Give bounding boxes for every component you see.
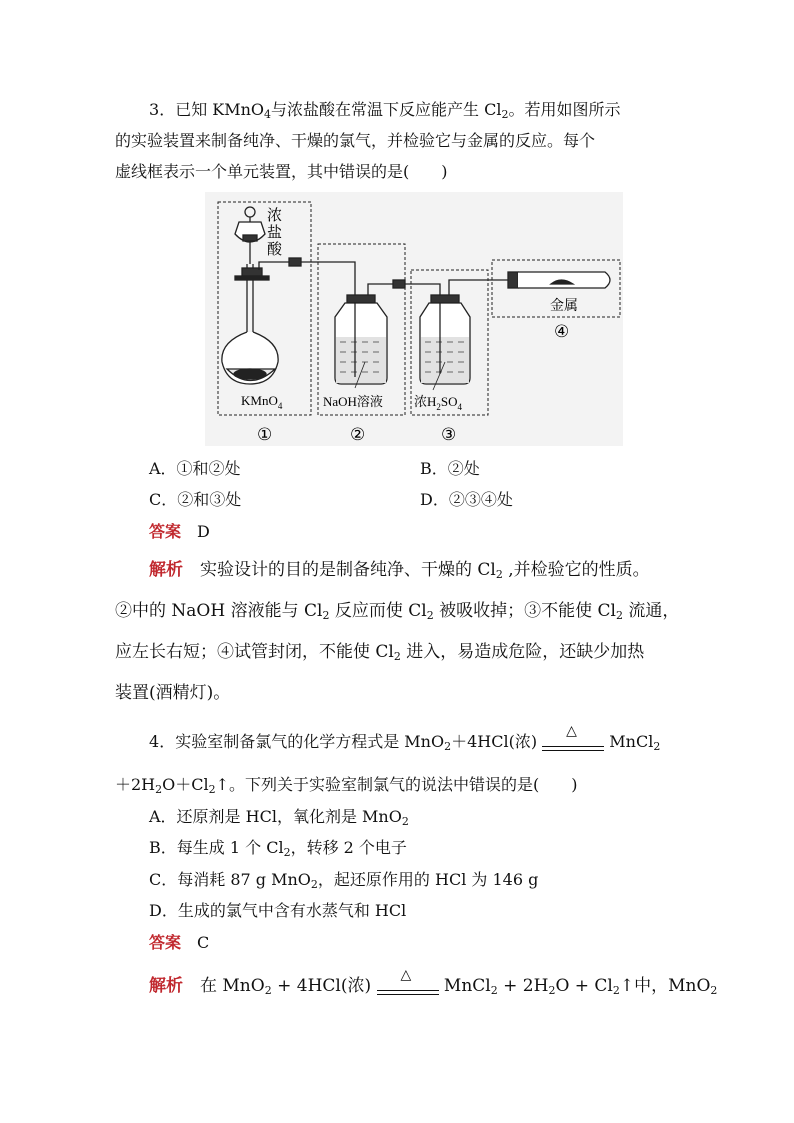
q3-line3: 虚线框表示一个单元装置，其中错误的是( )	[115, 162, 448, 181]
q4-text: ＋2H	[115, 775, 156, 794]
subscript: 2	[615, 609, 623, 622]
h2so4-bottle	[420, 280, 510, 390]
q3-analysis-1	[149, 560, 650, 580]
analysis-text: 进入，易造成危险，还缺少加热	[400, 642, 645, 662]
analysis-text: ,并检验它的性质。	[502, 560, 650, 580]
answer-label: 答案	[149, 522, 182, 541]
subscript: 2	[208, 783, 216, 796]
q3-line1	[149, 100, 621, 120]
subscript: 4	[264, 108, 272, 121]
analysis-text: 应左长右短；④试管封闭，不能使 Cl	[115, 642, 394, 662]
option-text: ，起还原作用的 HCl 为 146 g	[317, 870, 539, 889]
analysis-text: O + Cl	[555, 976, 613, 996]
q4-text: ↑。下列关于实验室制氯气的说法中错误的是( )	[215, 775, 578, 794]
option-text: ，转移 2 个电子	[290, 838, 407, 857]
analysis-text: + 2H	[497, 976, 549, 996]
h2so4-label: 浓$H_2SO_4$	[414, 394, 463, 412]
unit1-label: ①	[257, 425, 273, 445]
test-tube	[508, 272, 610, 288]
unit3-label: ③	[441, 425, 457, 445]
q4-text: O＋Cl	[162, 775, 209, 794]
option-text: C．每消耗 87 g MnO	[149, 870, 311, 889]
metal-label: 金属	[550, 299, 578, 314]
subscript: 2	[501, 108, 509, 121]
subscript: 2	[393, 650, 401, 663]
q4-option-a[interactable]	[149, 807, 409, 827]
q3-line2: 的实验装置来制备纯净、干燥的氯气，并检验它与金属的反应。每个	[115, 131, 596, 150]
subscript: 2	[155, 783, 163, 796]
analysis-text: ②中的 NaOH 溶液能与 Cl	[115, 601, 323, 621]
q3-number: 3	[149, 100, 160, 119]
heat-triangle-icon: △	[566, 722, 577, 739]
q4-option-c[interactable]	[149, 870, 538, 890]
q3-option-a[interactable]: A．①和②处	[149, 459, 241, 478]
analysis-label: 解析	[149, 560, 183, 580]
unit2-label: ②	[350, 425, 366, 445]
analysis-text: 流通，	[622, 601, 680, 621]
q4-number: 4	[149, 732, 160, 751]
q3-option-b[interactable]: B．②处	[420, 459, 480, 478]
q4-option-d[interactable]: D．生成的氯气中含有水蒸气和 HCl	[149, 901, 407, 920]
acid-label-1: 浓	[267, 208, 283, 224]
subscript: 2	[283, 846, 291, 859]
subscript: 2	[710, 984, 718, 997]
q3-option-d[interactable]: D．②③④处	[420, 490, 513, 509]
subscript: 2	[322, 609, 330, 622]
subscript: 2	[495, 568, 503, 581]
apparatus-figure	[205, 192, 623, 446]
q4-line1	[149, 722, 661, 753]
option-text: A．还原剂是 HCl，氧化剂是 MnO	[149, 807, 402, 826]
answer-value: C	[197, 933, 210, 952]
analysis-text: MnCl	[443, 976, 491, 996]
subscript: 2	[548, 984, 556, 997]
q4-analysis-1	[149, 966, 718, 997]
acid-label-2: 盐	[267, 225, 283, 241]
q3-text: ．已知 KMnO	[159, 100, 265, 119]
answer-label: 答案	[149, 933, 182, 952]
answer-value: D	[197, 522, 210, 541]
q3-option-c[interactable]: C．②和③处	[149, 490, 242, 509]
q4-option-b[interactable]	[149, 838, 407, 858]
analysis-text: 反应而使 Cl	[329, 601, 427, 621]
analysis-text: 被吸收掉；③不能使 Cl	[433, 601, 616, 621]
analysis-text: 在 MnO	[200, 976, 265, 996]
subscript: 2	[426, 609, 434, 622]
apparatus-diagram	[205, 192, 623, 446]
kmno4-label: KMnO$_4$	[241, 393, 283, 411]
analysis-label: 解析	[149, 976, 183, 996]
q3-analysis-2	[115, 601, 679, 621]
q4-line2	[115, 775, 578, 795]
q3-answer	[149, 522, 210, 542]
option-text: B．每生成 1 个 Cl	[149, 838, 284, 857]
q4-text: ＋4HCl(浓)	[451, 732, 538, 751]
subscript: 2	[653, 740, 661, 753]
q4-text: MnCl	[609, 732, 654, 751]
q4-text: ．实验室制备氯气的化学方程式是 MnO	[159, 732, 445, 751]
subscript: 2	[612, 984, 620, 997]
heat-equals-sign	[542, 722, 604, 753]
q3-analysis-4: 装置(酒精灯)。	[115, 683, 231, 703]
unit4-label: ④	[554, 322, 570, 342]
subscript: 2	[264, 984, 272, 997]
subscript: 2	[490, 984, 498, 997]
q3-analysis-3	[115, 642, 644, 662]
analysis-text: 实验设计的目的是制备纯净、干燥的 Cl	[200, 560, 496, 580]
q3-text: 。若用如图所示	[508, 100, 621, 119]
heat-triangle-icon: △	[400, 966, 412, 983]
analysis-text: + 4HCl(浓)	[271, 976, 372, 996]
acid-label-3: 酸	[267, 242, 283, 258]
q4-answer	[149, 933, 209, 953]
subscript: 2	[310, 878, 318, 891]
naoh-label: NaOH溶液	[323, 394, 383, 409]
heat-equals-sign	[377, 966, 439, 997]
q3-text: 与浓盐酸在常温下反应能产生 Cl	[271, 100, 502, 119]
analysis-text: ↑中，MnO	[619, 976, 711, 996]
subscript: 2	[444, 740, 452, 753]
subscript: 2	[401, 815, 409, 828]
